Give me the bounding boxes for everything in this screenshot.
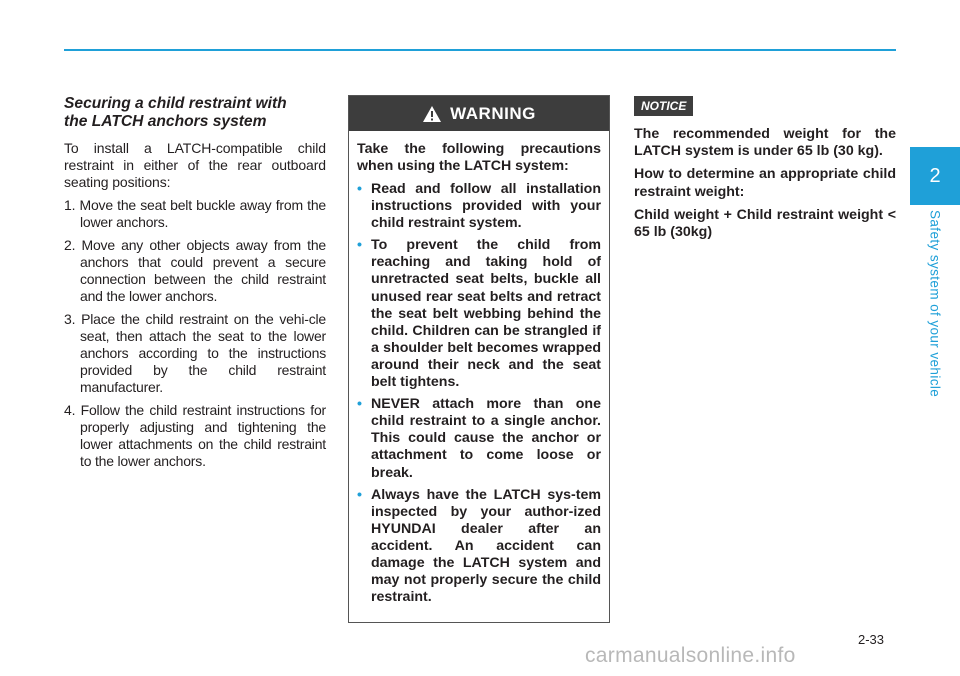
section-title-line2: the LATCH anchors system — [64, 113, 267, 130]
bullet-icon: • — [357, 486, 362, 503]
chapter-tab — [910, 147, 960, 205]
warning-title: WARNING — [450, 103, 536, 123]
chapter-label: Safety system of your vehicle — [927, 210, 943, 398]
warning-list-item — [357, 181, 601, 232]
section-title — [64, 95, 326, 131]
warning-list — [357, 181, 601, 606]
latch-instructions-section — [64, 95, 326, 476]
top-rule — [64, 49, 896, 51]
warning-body — [349, 131, 609, 606]
notice-paragraph: The recommended weight for the LATCH system is under 65 lb (30 kg). — [634, 126, 896, 160]
section-title-line1: Securing a child restraint with — [64, 95, 287, 112]
page-number: 2-33 — [858, 632, 885, 647]
notice-paragraph: Child weight + Child restraint weight < 65 lb (30kg) — [634, 206, 896, 241]
warning-item-text: Always have the LATCH sys-tem inspected by your author-ized HYUNDAI dealer after an accident. An accident can damage the LATCH system and may not properly secure the child restraint. — [371, 486, 601, 606]
warning-list-item — [357, 237, 601, 391]
step-item: 2. Move any other objects away from the anchors that could prevent a secure connection between the child restraint and the lower anchors. — [64, 237, 326, 304]
bullet-icon: • — [357, 396, 362, 413]
notice-section — [634, 96, 896, 247]
warning-header — [349, 96, 609, 131]
steps-list — [64, 197, 326, 470]
warning-triangle-icon — [422, 105, 442, 123]
notice-paragraph: How to determine an appropriate child restraint weight: — [634, 166, 896, 200]
bullet-icon: • — [357, 237, 362, 254]
intro-paragraph: To install a LATCH-compatible child restraint in either of the rear outboard seating positions: — [64, 140, 326, 190]
warning-list-item — [357, 396, 601, 481]
bullet-icon: • — [357, 181, 362, 197]
warning-intro: Take the following precautions when using the LATCH system: — [357, 141, 601, 174]
step-item: 3. Place the child restraint on the vehi-cle seat, then attach the seat to the lower anchors according to the instructions provided by the child restraint manufacturer. — [64, 311, 326, 395]
warning-box — [348, 95, 610, 623]
warning-item-text: Read and follow all installation instructions provided with your child restraint system. — [371, 181, 601, 232]
notice-badge: NOTICE — [634, 96, 693, 116]
step-item: 1. Move the seat belt buckle away from the lower anchors. — [64, 197, 326, 230]
step-item: 4. Follow the child restraint instructions for properly adjusting and tightening the lower attachments on the child restraint to the lower anchors. — [64, 402, 326, 469]
watermark: carmanualsonline.info — [585, 644, 796, 667]
chapter-number: 2 — [929, 164, 941, 187]
warning-item-text: To prevent the child from reaching and taking hold of unretracted seat belts, buckle all unused rear seat belts and retract the seat belt webbing behind the child. Children can be strangled if a shoulder belt becomes wrapped around their neck and the seat belt tightens. — [371, 237, 601, 391]
warning-item-text: NEVER attach more than one child restraint to a single anchor. This could cause the anchor or attachment to come loose or break. — [371, 396, 601, 481]
warning-list-item — [357, 487, 601, 607]
